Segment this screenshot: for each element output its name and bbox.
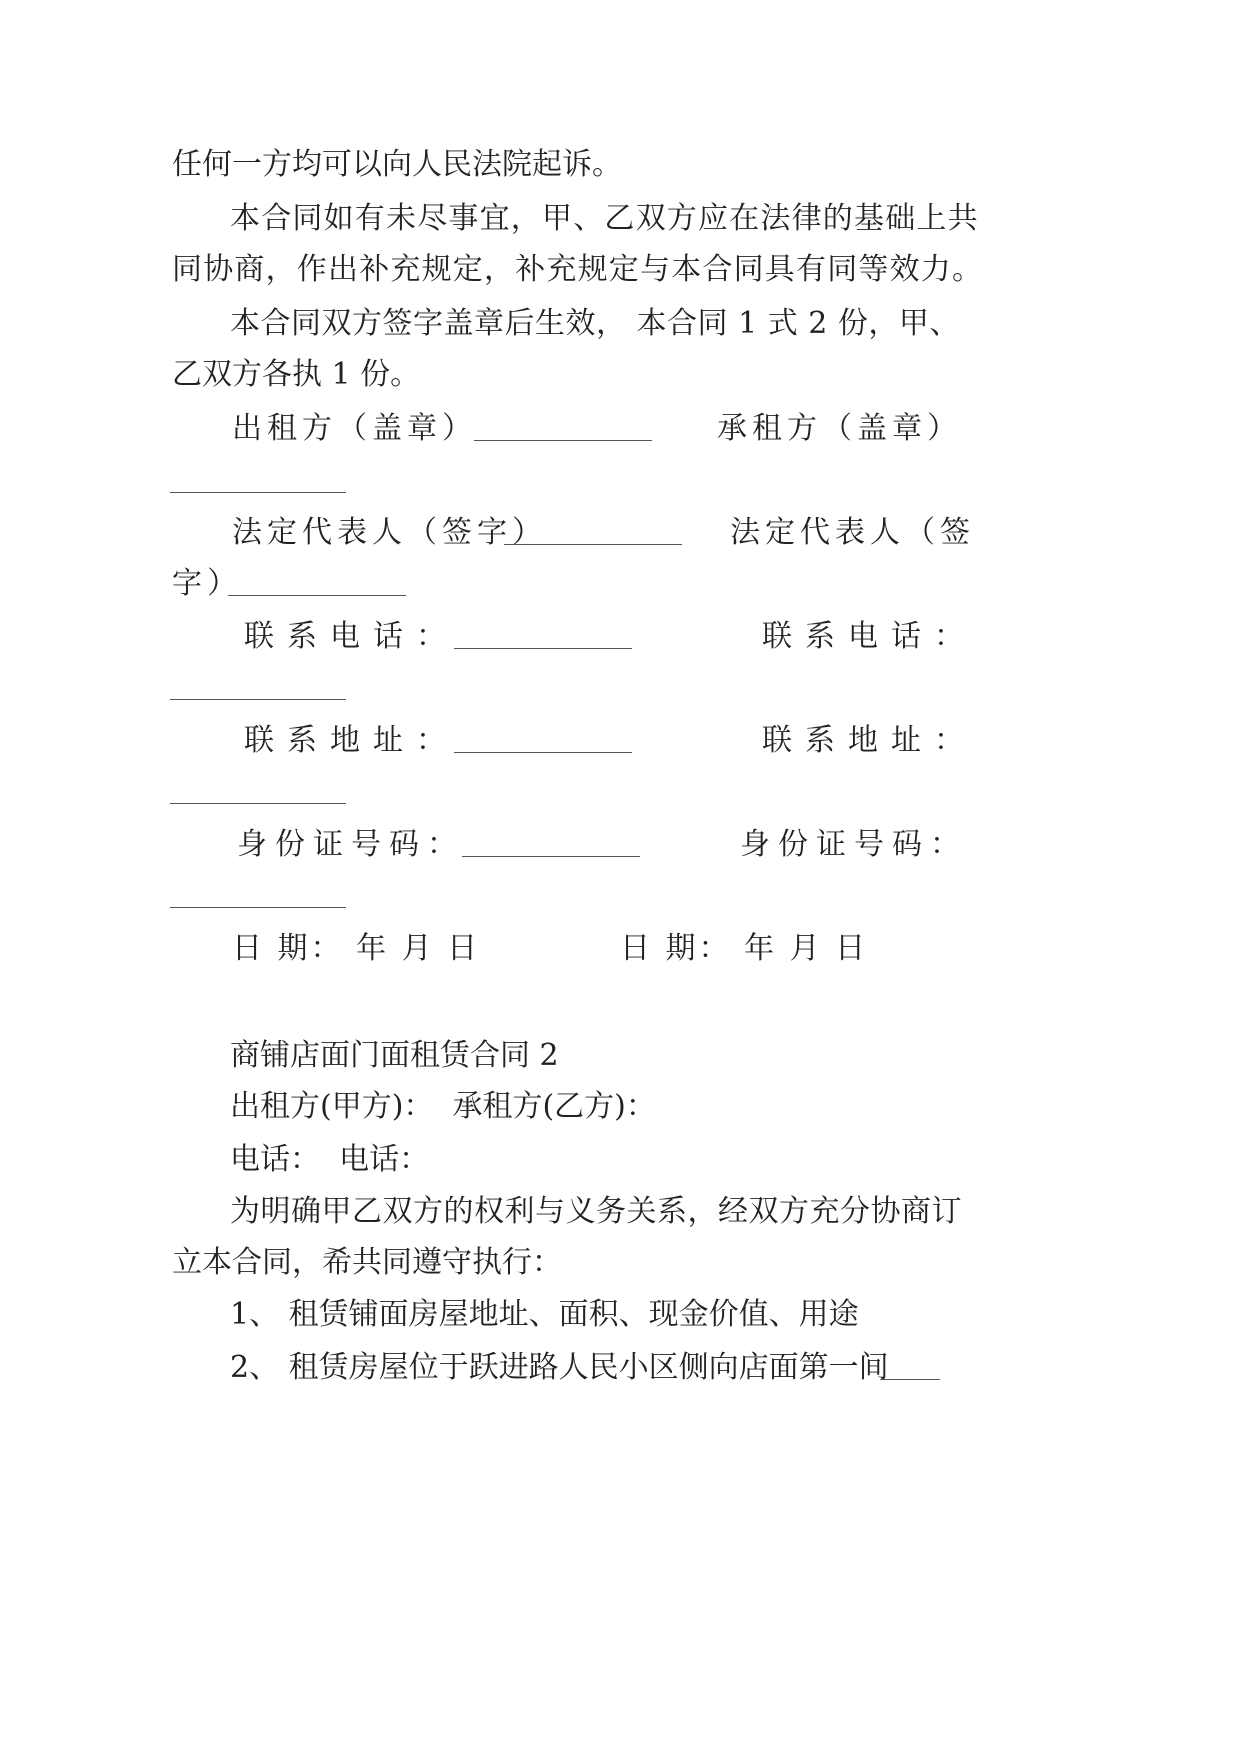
- legal-rep-right-label-line2: 字）: [172, 566, 242, 601]
- address-right-blank: [170, 803, 346, 804]
- contract2-phones: 电话： 电话：: [230, 1142, 430, 1177]
- phone-left-blank: [454, 648, 632, 649]
- phone-left-label: 联系电话：: [244, 619, 459, 654]
- paragraph-effect-line1: 本合同双方签字盖章后生效， 本合同 1 式 2 份，甲、: [230, 306, 960, 341]
- legal-rep-right-blank: [228, 595, 406, 596]
- phone-right-label: 联系电话：: [762, 619, 977, 654]
- date-left: 日 期： 年 月 日: [232, 931, 481, 966]
- legal-rep-left-blank: [504, 544, 682, 545]
- date-right: 日 期： 年 月 日: [620, 931, 869, 966]
- legal-rep-right-label-line1: 法定代表人（签: [730, 515, 975, 550]
- contract2-item2-blank: [880, 1379, 940, 1380]
- paragraph-effect-line2: 乙双方各执 1 份。: [172, 357, 421, 392]
- id-right-blank: [170, 907, 346, 908]
- lessee-seal-blank: [170, 492, 346, 493]
- address-left-blank: [454, 752, 632, 753]
- address-left-label: 联系地址：: [244, 723, 459, 758]
- contract2-item1: 1、 租赁铺面房屋地址、面积、现金价值、用途: [230, 1297, 859, 1332]
- paragraph-lawsuit: 任何一方均可以向人民法院起诉。: [172, 147, 622, 182]
- paragraph-supplement-line2: 同协商，作出补充规定，补充规定与本合同具有同等效力。: [172, 252, 984, 287]
- legal-rep-left-label: 法定代表人（签字）: [232, 515, 547, 550]
- lessor-seal-label: 出租方（盖章）: [232, 411, 477, 446]
- contract2-intro-line1: 为明确甲乙双方的权利与义务关系，经双方充分协商订: [230, 1194, 962, 1229]
- contract2-item2: 2、 租赁房屋位于跃进路人民小区侧向店面第一间: [230, 1350, 889, 1385]
- lessor-seal-blank: [474, 440, 652, 441]
- contract2-parties: 出租方(甲方)： 承租方(乙方)：: [230, 1089, 656, 1124]
- lessee-seal-label: 承租方（盖章）: [717, 411, 962, 446]
- id-left-blank: [462, 856, 640, 857]
- address-right-label: 联系地址：: [762, 723, 977, 758]
- phone-right-blank: [170, 699, 346, 700]
- paragraph-supplement-line1: 本合同如有未尽事宜，甲、乙双方应在法律的基础上共: [230, 201, 979, 236]
- id-left-label: 身份证号码：: [237, 827, 465, 862]
- contract2-intro-line2: 立本合同，希共同遵守执行：: [172, 1245, 562, 1280]
- id-right-label: 身份证号码：: [740, 827, 968, 862]
- contract2-title: 商铺店面门面租赁合同 2: [230, 1038, 559, 1073]
